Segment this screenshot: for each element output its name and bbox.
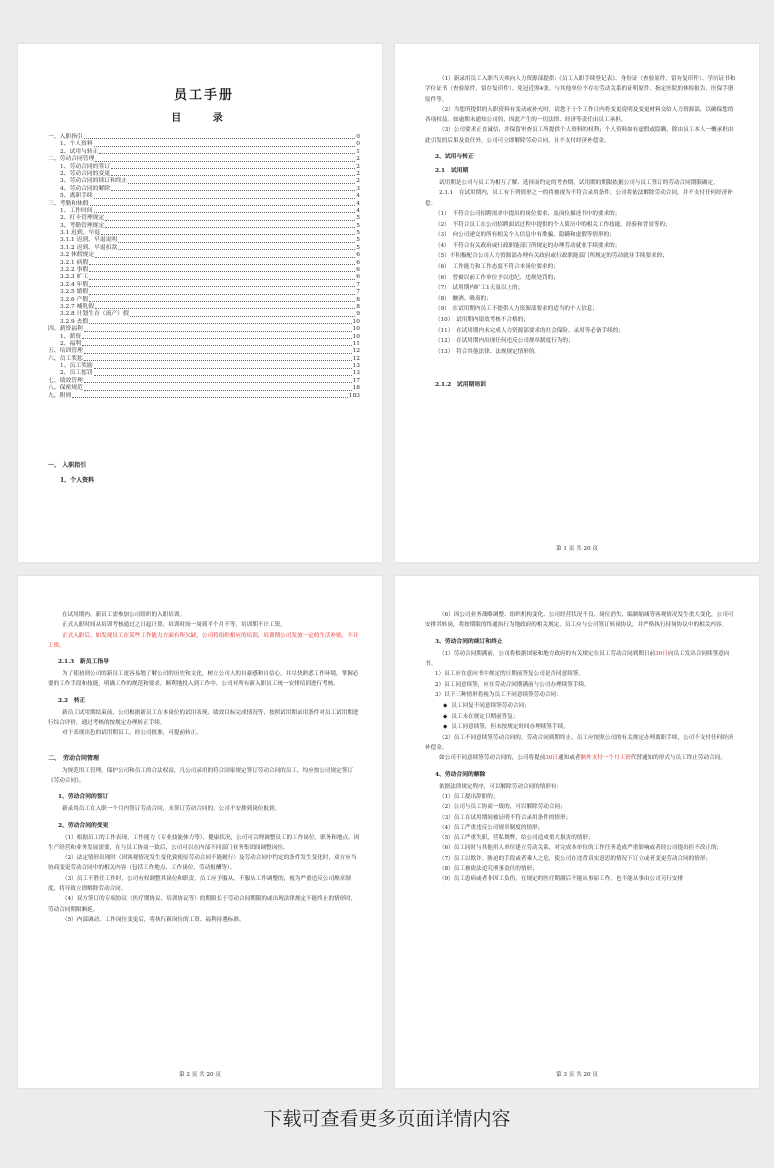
- paragraph: （3）员工不胜任工作时，公司有权调整其岗位和职责，员工应予服从，不服从工作调整的，视为严重违反公司规章制度，将导致立即解除劳动合同。: [48, 875, 351, 893]
- page2-paragraphs: [48, 610, 360, 651]
- toc-dot-leader: [89, 279, 355, 280]
- document-page-1: [395, 44, 759, 562]
- list-item: （10） 试用期内绩效考核不合格的；: [435, 316, 529, 323]
- toc-dot-leader: [84, 353, 352, 354]
- toc-entry-page: 4: [356, 207, 360, 214]
- list-item: （3）员工在试用期间被证明不符合录用条件的情形；: [439, 814, 572, 821]
- section-heading: 二、 劳动合同管理: [48, 754, 100, 762]
- document-page-2: [18, 576, 382, 1088]
- paragraph: 正式入职时间从培训考核通过之日起计算，培训时间一周到半个月不等，培训期不计工资。: [62, 622, 286, 629]
- list-item: （7）员工以欺诈、胁迫的手段或者乘人之危，使公司在违背真实意思的情况下订立或者变更劳动合同的情形；: [439, 855, 712, 862]
- toc-entry-title: 1、劳动合同的签订: [60, 163, 111, 170]
- toc-entry-title: 3.2.8 计划生育（流产）假: [60, 311, 129, 318]
- toc-dot-leader: [128, 183, 355, 184]
- heading-probation-training: 2.1.2 试用期培训: [435, 382, 486, 389]
- toc-entry: [48, 267, 360, 274]
- heading-contract-signing: 1、劳动合同的签订: [58, 794, 109, 801]
- toc-dot-leader: [89, 286, 355, 287]
- toc-entry-title: 1、个人资料: [60, 141, 93, 148]
- toc-dot-leader: [89, 301, 355, 302]
- toc-dot-leader: [90, 205, 356, 206]
- toc-dot-leader: [84, 382, 352, 383]
- list-item: （1） 不符合公司招聘需求中提出的岗位要求、及岗位描述书中的要求的；: [435, 210, 621, 217]
- paragraph: （2）员工不同意续签劳动合同的，劳动合同到期终止，员工应按照公司的有关规定办理离职手续，公司不支付任何经济补偿金。: [425, 734, 734, 752]
- toc-entry-title: 3.1.2 迟到、早退扣款: [60, 244, 118, 251]
- toc-dot-leader: [94, 198, 356, 199]
- heading-probation: 2、试用与转正: [435, 154, 474, 161]
- paragraph: 正式入职后，如发现员工在某些工作能力方面有所欠缺，公司将组织相应的培训，培训期公司发放一定的生活补贴，不计工资。: [48, 632, 359, 649]
- list-item: （4） 不符合有关政府或行政职能部门所规定的办理劳动就业手续要求的；: [435, 242, 621, 249]
- section-heading: 一、 入职指引: [48, 462, 87, 470]
- toc-entry: [48, 334, 360, 341]
- toc-dot-leader: [94, 368, 352, 369]
- paragraph: 为规范用工管理，保护公司和员工的合法权益，凡公司录用的符合国家规定签订劳动合同的员工，均应按公司规定签订《劳动合同》。: [48, 767, 353, 784]
- toc-entry-page: 4: [356, 193, 360, 200]
- diamond-bullet-icon: ◆: [443, 724, 448, 731]
- toc-entry-title: 2、福利: [60, 340, 82, 347]
- toc-entry-page: 8: [356, 303, 360, 310]
- toc-entry-page: 10: [352, 333, 360, 340]
- toc-entry-page: 13: [352, 370, 360, 377]
- toc-entry-title: 3.2.5 婚假: [60, 289, 89, 296]
- toc-entry: [48, 156, 360, 163]
- toc-entry-page: 5: [356, 222, 360, 229]
- heading-new-employee-guidance: 2.1.3 新员工指导: [58, 659, 109, 666]
- list-item: （8） 酗酒、吸毒的；: [435, 295, 492, 302]
- heading-probation-period: 2.1 试用期: [435, 168, 469, 175]
- list-item: （6） 工作能力和工作态度不符合本岗位要求的；: [435, 263, 559, 270]
- toc-entry: [48, 164, 360, 171]
- toc-dot-leader: [94, 375, 352, 376]
- paragraph: （6）因公司业务战略调整、组织机构变化、公司经营状况不良、岗位消失、编制缩减等客观情况发生重大变化，公司可安排其转岗，将按期限的终通执行为地政府的相关规定，员工应与公司签订转岗协议，并严格执行持岗协议中的相关内容。: [425, 612, 734, 629]
- toc-dot-leader: [84, 138, 356, 139]
- toc-entry-page: 5: [356, 215, 360, 222]
- toc-dot-leader: [94, 212, 356, 213]
- bullet-text: 员工未在规定日期前答复；: [451, 713, 519, 720]
- page1-paragraphs: [425, 74, 737, 146]
- list-item: （9）员工患病或者非因工负伤，在规定的医疗期满后不能从事原工作，也不能从事由公司另行安排: [439, 876, 684, 883]
- page-footer: 第 2 页 共 20 页: [179, 1072, 221, 1078]
- toc-entry-page: 2: [356, 156, 360, 163]
- toc-entry-page: 12: [352, 355, 360, 362]
- toc-entry: [48, 371, 360, 378]
- toc-entry-page: 3: [356, 185, 360, 192]
- list-item: （7） 试用期内旷工1天及以上的；: [435, 285, 524, 292]
- paragraph: （3）公司要求正直诚信，并保留审查员工所提供个人资料的权利；个人资料如有虚假或隐瞒，除由员工本人一概承担由此引发的后果及责任外，公司可立即解除劳动合同，且不支付经济补偿金。: [425, 127, 734, 144]
- paragraph: 在试用期内，新员工需参加公司组织的入职培训。: [62, 612, 186, 618]
- heading-contract-renewal: 3、劳动合同的续订和终止: [435, 638, 503, 645]
- toc-heading: 目 录: [171, 113, 237, 124]
- toc-dot-leader: [82, 345, 352, 346]
- list-item: （6） 曾被以前工作单位予以违纪、违规处罚的；: [435, 274, 559, 281]
- toc-entry: [48, 215, 360, 222]
- toc-entry-page: 11: [352, 340, 360, 347]
- toc-entry: [48, 348, 360, 355]
- toc-entry-page: 183: [348, 392, 360, 399]
- toc-entry-page: 2: [356, 178, 360, 185]
- subsection-heading: 1、个人资料: [60, 477, 95, 485]
- toc-entry-title: 2、员工惩罚: [60, 370, 93, 377]
- toc-entry: [48, 311, 360, 318]
- toc-entry: [48, 297, 360, 304]
- toc-entry-page: 5: [356, 230, 360, 237]
- toc-entry: [48, 178, 360, 185]
- heading-regularization: 2.2 转正: [58, 697, 86, 704]
- heading-contract-termination: 4、劳动合同的解除: [435, 771, 486, 778]
- diamond-bullet-icon: ◆: [443, 713, 448, 720]
- toc-entry-title: 3.2.4 年假: [60, 281, 89, 288]
- list-item: （6）员工同时与其他用人单位建立劳动关系，对完成本单位的工作任务造成严重影响或者经公司提出拒不改正的；: [439, 845, 723, 852]
- document-page-3: [395, 576, 759, 1088]
- page-footer: 第 1 页 共 20 页: [556, 546, 598, 552]
- toc-entry-title: 七、绩效管理: [48, 377, 83, 384]
- toc-entry-title: 3.2.2 事假: [60, 267, 89, 274]
- toc-entry: [48, 252, 360, 259]
- toc-entry: [48, 193, 360, 200]
- toc-dot-leader: [111, 168, 355, 169]
- toc-entry-page: 10: [352, 326, 360, 333]
- toc-dot-leader: [82, 338, 352, 339]
- paragraph: 新录用员工在入职一个月内签订劳动合同，未签订劳动合同的，公司不安排到岗位报到。: [62, 806, 281, 813]
- toc-dot-leader: [111, 175, 355, 176]
- list-item: （1）员工提出辞职的；: [439, 793, 499, 800]
- toc-dot-leader: [105, 220, 355, 221]
- toc-entry-page: 4: [356, 200, 360, 207]
- toc-entry-title: 四、薪资福利: [48, 326, 83, 333]
- paragraph: （5）内部调动、工作岗位变更后，将执行新岗位的工资、福利待遇标准。: [62, 916, 245, 923]
- list-item: （8）员工被依法追究刑事责任的情形；: [439, 866, 538, 873]
- bullet-text: 员工回复不同意续签劳动合同；: [451, 702, 530, 709]
- toc-dot-leader: [84, 360, 352, 361]
- paragraph: 试用期是公司与员工为相互了解、选择而约定的考查期。试用期的期限依据公司与员工签订的劳动合同期限确定。: [439, 180, 719, 187]
- toc-entry: [48, 378, 360, 385]
- toc-dot-leader: [89, 271, 355, 272]
- toc-entry: [48, 260, 360, 267]
- list-item: （3） 向公司递交的所有相关个人信息中有欺骗、隐瞒和虚假等情形的；: [435, 232, 615, 239]
- toc-entry-title: 3.2.3 旷工: [60, 274, 89, 281]
- diamond-bullet-icon: ◆: [443, 702, 448, 709]
- toc-entry: [48, 201, 360, 208]
- toc-entry: [48, 141, 360, 148]
- page1-list: [425, 209, 737, 357]
- toc-dot-leader: [72, 397, 348, 398]
- toc-dot-leader: [84, 331, 352, 332]
- toc-entry-page: 12: [352, 348, 360, 355]
- toc-dot-leader: [130, 316, 356, 317]
- paragraph: （2）法定情形出现时（因客观情况发生变化致使原劳动合同不能履行）及劳动合同中约定的条件发生变化时，双方应当协商变更劳动合同中的相关内容（包括工作地点、工作岗位、劳动报酬等）。: [48, 855, 357, 872]
- paragraph: 新员工试用期结束前，公司根据新员工在本岗位的试用表现、绩效目标完成情况等，按照试用期录用条件对员工试用期进行综合评价，通过考核的按规定办理转正手续。: [48, 709, 359, 727]
- toc-entry-page: 6: [356, 274, 360, 281]
- paragraph-renewal: （1）劳动合同期满前，公司将根据国家和地方政府的有关规定在员工劳动合同到期日前30日向员工发出合同续签意向书。: [425, 650, 730, 667]
- toc-entry-title: 2、打卡管理规定: [60, 215, 105, 222]
- toc-entry-page: 13: [352, 363, 360, 370]
- toc-entry-title: 3.2.7 哺乳假: [60, 303, 94, 310]
- bullet-item: [443, 722, 737, 733]
- toc-entry-title: 3、劳动合同的续订和终止: [60, 178, 128, 185]
- toc-entry-title: 3.2.1 病假: [60, 259, 89, 266]
- toc-entry-title: 二、劳动合同管理: [48, 156, 95, 163]
- list-item: （2） 不符合员工在公司招聘面试过程中提供的个人简历中的相关工作技能、经验和背景等的；: [435, 221, 671, 228]
- heading-contract-change: 2、劳动合同的变更: [58, 822, 109, 829]
- page-footer: 第 3 页 共 20 页: [556, 1072, 598, 1078]
- toc-entry-page: 9: [356, 311, 360, 318]
- toc-entry-title: 3.1 迟到、早退: [60, 230, 101, 237]
- toc-dot-leader: [99, 153, 355, 154]
- toc-entry: [48, 134, 360, 141]
- toc-entry: [48, 274, 360, 281]
- toc-dot-leader: [101, 234, 355, 235]
- toc-entry-page: 5: [356, 237, 360, 244]
- toc-entry-title: 1、工作时间: [60, 207, 93, 214]
- toc-entry-page: 17: [352, 377, 360, 384]
- toc-entry-page: 6: [356, 252, 360, 259]
- paragraph: （2）当您所提供的入职资料有变动或补充时，请您于十个工作日内将变更说明及变更材料交给人力资源部，以确保您的各项权益。如逾期未通知公司的，因此产生的一切法律、经济等责任由员工承担。: [425, 106, 734, 124]
- document-title: 员工手册: [173, 88, 234, 103]
- toc-dot-leader: [84, 390, 352, 391]
- paragraph-notice: 如公司不同意续签劳动合同的，公司将提前30日通知或者额外支付一个月工资代替通知的形式与员工终止劳动合同。: [439, 755, 726, 762]
- list-item: （11） 在试用期内未完成人力资源部要求的社会保险、录用等必备手续的；: [435, 327, 624, 334]
- toc-entry: [48, 393, 360, 400]
- list-item: （5）不积极配合公司人力资源部办理有关政府或行政职能部门所规定的劳动就业手续要求的；: [435, 253, 668, 260]
- toc-entry: [48, 356, 360, 363]
- toc-entry-title: 八、保密规范: [48, 385, 83, 392]
- toc-dot-leader: [89, 294, 355, 295]
- toc-entry-title: 2、试用与转正: [60, 148, 99, 155]
- toc-dot-leader: [118, 249, 355, 250]
- list-item: （5）员工严重失职，营私舞弊，给公司造成重大损害的情形；: [439, 835, 594, 842]
- bullet-item: [443, 701, 737, 712]
- toc-entry-title: 三、考勤和休假: [48, 200, 89, 207]
- list-item: （4）员工严重违反公司规章制度的情形；: [439, 824, 544, 831]
- list-item: （13） 符合其他法律、法规规定情形的。: [435, 348, 541, 355]
- page3-bullet-list: [425, 701, 737, 733]
- toc-entry-page: 2: [356, 163, 360, 170]
- paragraph: （4）双方签订的专项协议（医疗期协议、培训协议等）的期限长于劳动合同期限的或出现法律规定不能终止的情形时，劳动合同期限顺延。: [48, 896, 357, 913]
- page3-renewal-list: [425, 669, 737, 701]
- toc-dot-leader: [89, 323, 351, 324]
- toc-entry-title: 五、培训管理: [48, 348, 83, 355]
- bullet-item: [443, 712, 737, 723]
- toc-entry: [48, 186, 360, 193]
- toc-entry-title: 3.2.9 丧假: [60, 318, 89, 325]
- paragraph: 依据法律规定程序，可以解除劳动合同的情形有：: [439, 783, 563, 790]
- toc-entry: [48, 223, 360, 230]
- paragraph: 为了使初到公司的新员工更容易地了解公司的历史和文化，树立公司人的自豪感和自信心，并尽快熟悉工作环境，掌握必要的工作手段和技能，明确工作的规范和要求，顺利地投入到工作中，公司对所有新入职员工统一安排培训进行考核。: [48, 671, 359, 688]
- toc-entry-title: 1、薪资: [60, 333, 82, 340]
- toc-entry: [48, 282, 360, 289]
- toc-entry-title: 5、离职手续: [60, 193, 93, 200]
- toc-entry: [48, 319, 360, 326]
- toc-entry-page: 1: [356, 148, 360, 155]
- list-item: 1）员工应在意向书中规定的日期前答复公司是否同意续签。: [435, 671, 584, 678]
- toc-dot-leader: [118, 242, 355, 243]
- toc-entry-title: 九、附则: [48, 392, 72, 399]
- toc-entry-title: 3.2 休假规定: [60, 252, 95, 259]
- toc-dot-leader: [95, 308, 355, 309]
- toc-entry-title: 4、劳动合同的解除: [60, 185, 111, 192]
- toc-entry: [48, 289, 360, 296]
- list-item: 3）以下三种情形将视为员工不同意续签劳动合同：: [435, 692, 562, 699]
- list-item: （2）公司与员工协商一致的，可以解除劳动合同；: [439, 804, 566, 811]
- toc-entry-page: 2: [356, 170, 360, 177]
- paragraph: 对于表现出色的试用期员工，经公司批准，可提前转正。: [62, 730, 202, 737]
- toc-dot-leader: [94, 146, 356, 147]
- toc-entry-page: 0: [356, 141, 360, 148]
- toc-dot-leader: [95, 161, 355, 162]
- list-item: （12） 在试用期内出现任何违反公司规章制度行为的；: [435, 338, 574, 345]
- toc-entry: [48, 149, 360, 156]
- list-item: （9） 在试用期内员工不提供人力资源部要求的适当的个人信息；: [435, 306, 598, 313]
- toc-entry: [48, 385, 360, 392]
- toc-entry-title: 2、劳动合同的变更: [60, 170, 111, 177]
- toc-entry-page: 8: [356, 296, 360, 303]
- toc-entry: [48, 237, 360, 244]
- toc-entry-title: 一、入职指引: [48, 133, 83, 140]
- toc-entry-page: 7: [356, 289, 360, 296]
- toc-entry: [48, 363, 360, 370]
- toc-entry-page: 7: [356, 281, 360, 288]
- toc-dot-leader: [95, 257, 355, 258]
- list-item: 2）员工同意续签，应在劳动合同期满前与公司办理续签手续。: [435, 681, 590, 688]
- toc-entry-page: 10: [352, 318, 360, 325]
- toc-entry-page: 18: [352, 385, 360, 392]
- bullet-text: 员工同意续签，但未按规定时间办理续签手续。: [451, 724, 569, 731]
- toc-entry-page: 6: [356, 259, 360, 266]
- document-page-toc: [18, 44, 382, 562]
- paragraph: （1）新录用员工入职当天须向人力资源部提供:《员工入职手续登记表》、身份证（查验原件，留有复印件）、学历证书和学位证书（查验原件，留存复印件）、免冠近照4张、与其他单位不存在劳动关系的证明原件、指定医院的体检报告、医保手册原件等。: [425, 76, 736, 103]
- toc-list: [48, 134, 360, 400]
- toc-dot-leader: [105, 227, 355, 228]
- paragraph: （1）根据员工的工作表现、工作能力（专业技能体力等）、健康状况，公司可合理调整员工的工作岗位、职务和地点。因生产经营和业务发展需要，在与员工协商一致后，公司可以在内部不同部门业务集团间调整岗位。: [48, 834, 360, 851]
- toc-entry-title: 3.1.1 迟到、早退说明: [60, 237, 118, 244]
- toc-entry-page: 6: [356, 267, 360, 274]
- toc-entry-page: 0: [356, 133, 360, 140]
- toc-dot-leader: [111, 190, 355, 191]
- download-caption: 下载可查看更多页面详情内容: [263, 1108, 511, 1130]
- page2-change-paragraphs: [48, 833, 360, 926]
- toc-entry-title: 3.2.6 产假: [60, 296, 89, 303]
- page3-termination-list: [425, 792, 737, 885]
- toc-entry: [48, 341, 360, 348]
- paragraph: 2.1.1 在试用期内，员工有下列情形之一的将被视为不符合录用条件，公司将依法解除劳动合同，并不支付任何经济补偿：: [425, 190, 733, 207]
- toc-entry-title: 1、员工奖励: [60, 363, 93, 370]
- toc-entry: [48, 326, 360, 333]
- toc-dot-leader: [89, 264, 355, 265]
- toc-entry-title: 六、员工奖惩: [48, 355, 83, 362]
- toc-entry: [48, 245, 360, 252]
- toc-entry-page: 5: [356, 244, 360, 251]
- toc-entry-title: 3、考勤管理规定: [60, 222, 105, 229]
